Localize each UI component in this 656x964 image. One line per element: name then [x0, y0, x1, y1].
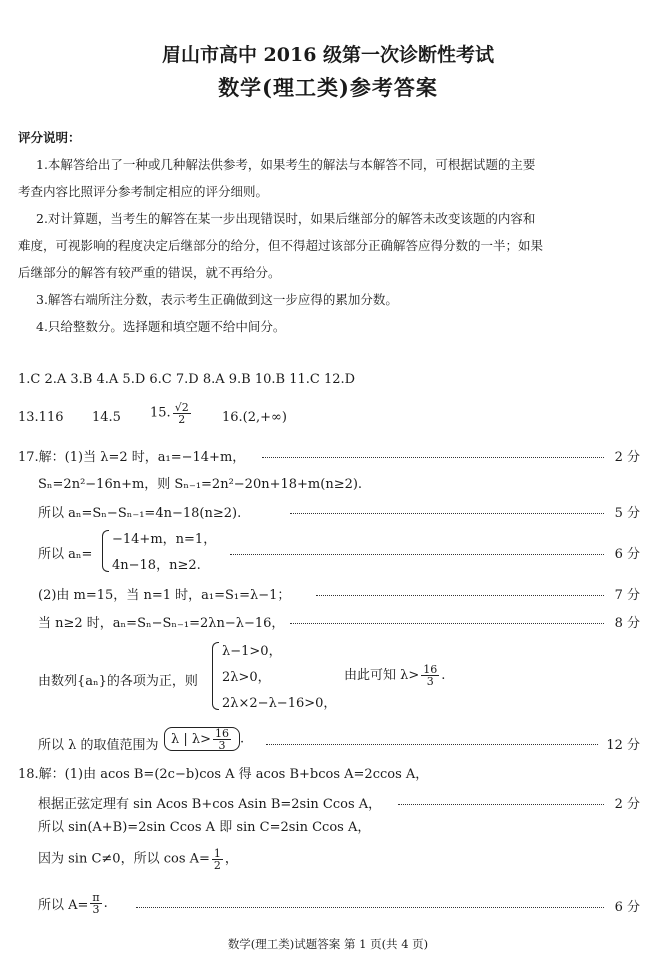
fill-answer-14: 14.5 — [92, 410, 121, 425]
q18-step2: 根据正弦定理有 sin Acos B+cos Asin B=2sin Ccos A， 2 分 — [38, 797, 640, 812]
q18-step3: 所以 sin(A+B)=2sin Ccos A 即 sin C=2sin Ccos A， — [38, 820, 371, 835]
fill-answer-13: 13.116 — [18, 410, 64, 425]
q17-step3: 所以 aₙ=Sₙ−Sₙ₋₁=4n−18(n≥2). 5 分 — [38, 506, 640, 521]
q17-step8: 所以 λ 的取值范围为 λ | λ> $\frac{16}{3}$ . 12 分 — [38, 727, 640, 753]
note-3: 3.解答右端所注分数，表示考生正确做到这一步应得的累加分数。 — [36, 292, 398, 307]
note-2a: 2.对计算题，当考生的解答在某一步出现错误时，如果后继部分的解答未改变该题的内容和 — [36, 211, 536, 226]
note-2c: 后继部分的解答有较严重的错误，就不再给分。 — [18, 265, 281, 280]
note-4: 4.只给整数分。选择题和填空题不给中间分。 — [36, 319, 286, 334]
choice-answers: 1.C 2.A 3.B 4.A 5.D 6.C 7.D 8.A 9.B 10.B 11.C 12.D — [18, 372, 356, 387]
q17-step5: (2)由 m=15，当 n=1 时，a₁=S₁=λ−1； 7 分 — [38, 588, 640, 603]
fill-answer-15: 15. $\frac{√2}{2}$ — [150, 401, 189, 426]
q17-sn: Sₙ=2n²−16n+m，则 Sₙ₋₁=2n²−20n+18+m(n≥2). — [38, 477, 363, 492]
fill-answer-16: 16.(2,+∞) — [222, 410, 287, 425]
note-2b: 难度，可视影响的程度决定后继部分的给分，但不得超过该部分正确解答应得分数的一半；如果 — [18, 238, 544, 253]
q17-step4-score: 6 分 — [0, 543, 656, 561]
notes-heading: 评分说明： — [18, 130, 81, 145]
page-footer: 数学(理工类)试题答案 第 1 页(共 4 页) — [227, 937, 429, 951]
note-1b: 考查内容比照评分参考制定相应的评分细则。 — [18, 184, 269, 199]
q17-step1: 17.解：(1)当 λ=2 时，a₁=−14+m， 2 分 — [18, 450, 640, 465]
note-1a: 1.本解答给出了一种或几种解法供参考，如果考生的解法与本解答不同，可根据试题的主要 — [36, 157, 536, 172]
q18-step5: 所以 A= $\frac{\pi}{3}$ . 6 分 — [38, 891, 640, 916]
q17-step6: 当 n≥2 时，aₙ=Sₙ−Sₙ₋₁=2λn−λ−16， 8 分 — [38, 616, 640, 631]
page-subtitle: 数学(理工类)参考答案 — [218, 75, 438, 100]
q17-piecewise: 所以 aₙ= −14+m，n=1， 4n−18，n≥2. — [38, 532, 217, 573]
q18-step4: 因为 sin C≠0，所以 cos A= $\frac{1}{2}$ ， — [38, 847, 238, 872]
q18-step1: 18.解：(1)由 acos B=(2c−b)cos A 得 acos B+bcos A=2ccos A， — [18, 767, 429, 782]
q17-system: 由数列{aₙ}的各项为正，则 λ−1>0， 2λ>0， 2λ×2−λ−16>0， 由此可知 λ> $\frac{16}{3}$ . — [38, 644, 446, 711]
page-title: 眉山市高中 2016 级第一次诊断性考试 — [161, 44, 495, 66]
